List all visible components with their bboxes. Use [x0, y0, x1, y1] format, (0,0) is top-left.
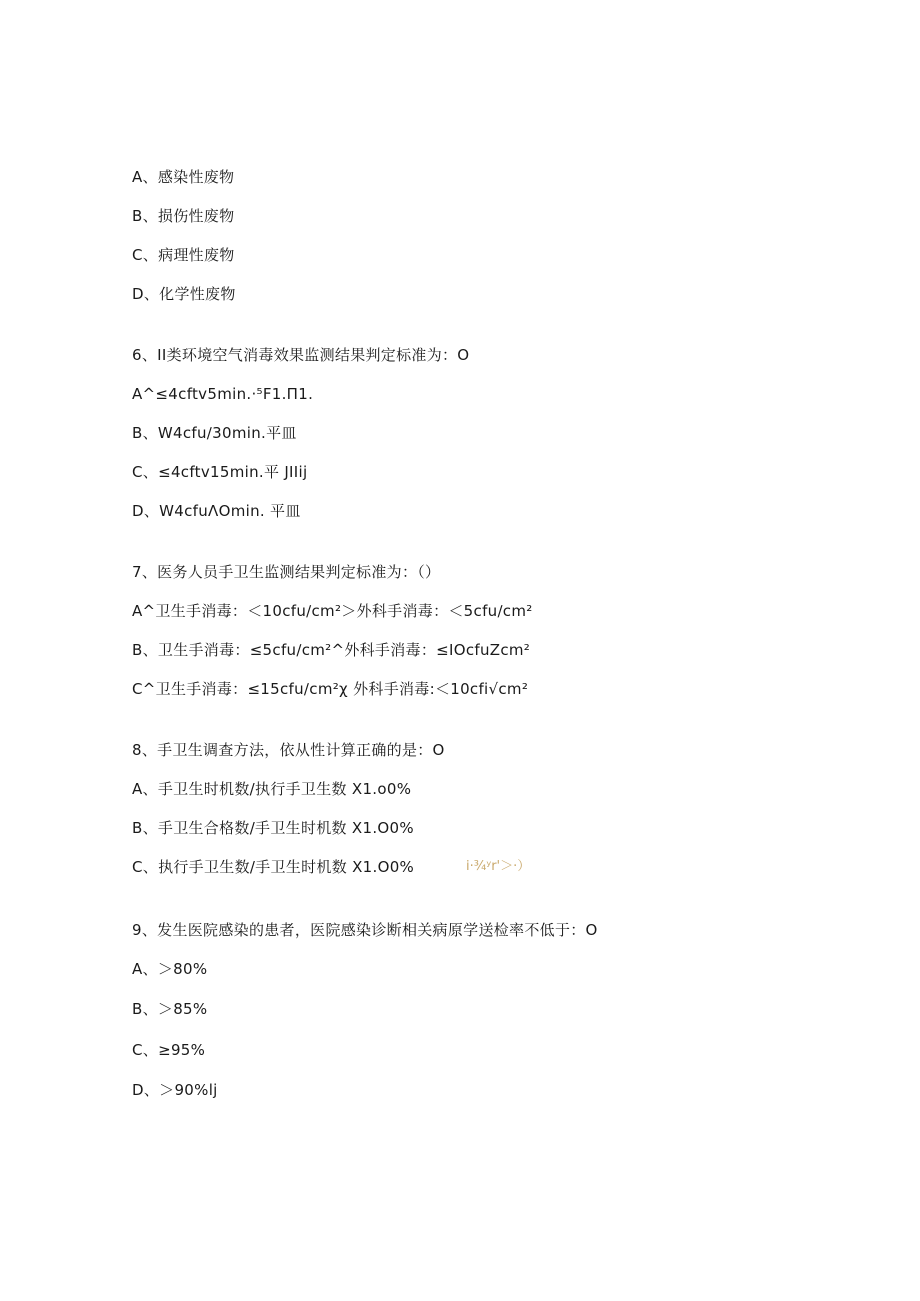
q6-option-c: C、≤4cftv15min.平 JIIij: [132, 463, 308, 481]
q6-option-d: D、W4cfuΛOmin. 平皿: [132, 502, 301, 520]
q8-question: 8、手卫生调查方法，依从性计算正确的是：O: [132, 741, 445, 759]
q5-option-b: B、损伤性废物: [132, 207, 235, 225]
q7-option-b: B、卫生手消毒：≤5cfu∕cm²^外科手消毒：≤IOcfuZcm²: [132, 641, 531, 659]
q7-option-a: A^卫生手消毒：＜10cfu∕cm²＞外科手消毒：＜5cfu∕cm²: [132, 602, 533, 620]
q5-option-d: D、化学性废物: [132, 285, 236, 303]
q8-stray-note: i·¾ʸr'＞·）: [466, 859, 531, 874]
q7-question: 7、医务人员手卫生监测结果判定标准为：（）: [132, 563, 441, 581]
q8-option-b: B、手卫生合格数/手卫生时机数 X1.O0%: [132, 819, 414, 837]
q6-question: 6、II类环境空气消毒效果监测结果判定标准为：O: [132, 346, 470, 364]
q7-option-c: C^卫生手消毒：≤15cfu∕cm²χ 外科手消毒:＜10cfi√cm²: [132, 680, 529, 698]
q9-option-c: C、≥95%: [132, 1041, 206, 1059]
q6-option-a: A^≤4cftv5min.·⁵F1.П1.: [132, 385, 314, 403]
q9-option-a: A、＞80%: [132, 960, 208, 978]
q9-question: 9、发生医院感染的患者，医院感染诊断相关病原学送检率不低于：O: [132, 921, 598, 939]
q9-option-d: D、＞90%lj: [132, 1081, 218, 1099]
q8-option-c: C、执行手卫生数/手卫生时机数 X1.O0%: [132, 858, 415, 876]
q5-option-c: C、病理性废物: [132, 246, 235, 264]
q5-option-a: A、感染性废物: [132, 168, 235, 186]
q9-option-b: B、＞85%: [132, 1000, 208, 1018]
q6-option-b: B、W4cfu∕30min.平皿: [132, 424, 297, 442]
q8-option-a: A、手卫生时机数/执行手卫生数 X1.o0%: [132, 780, 412, 798]
